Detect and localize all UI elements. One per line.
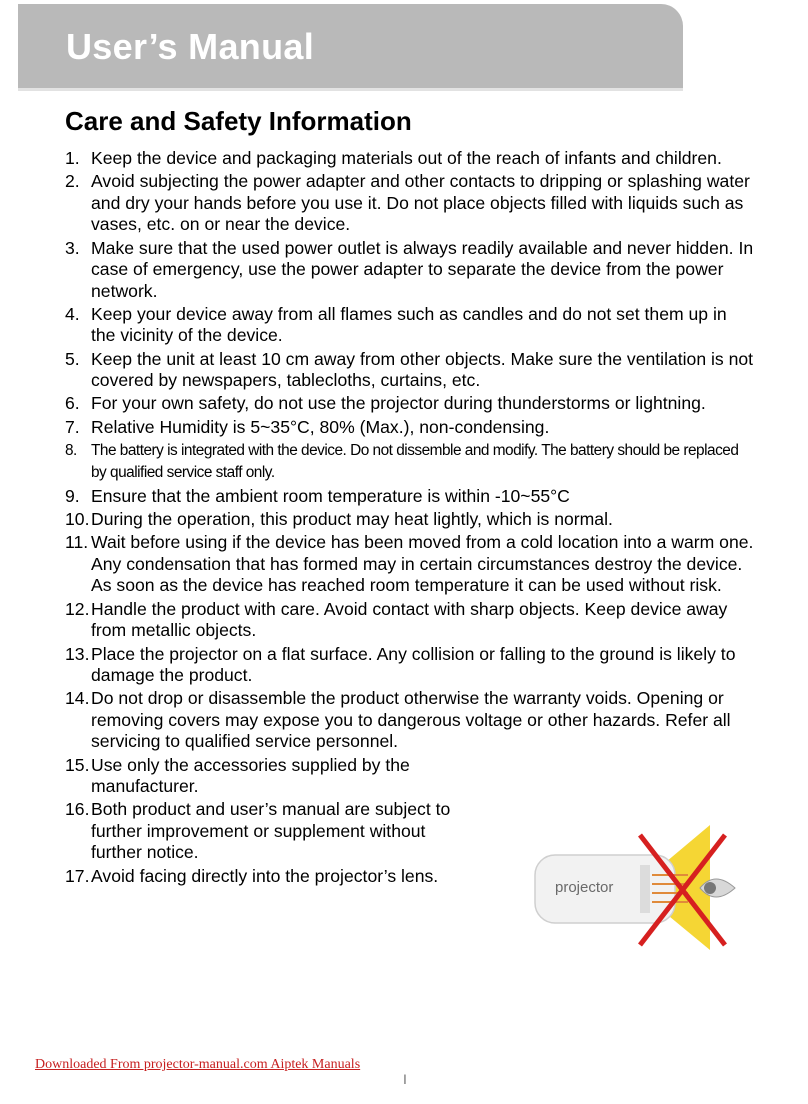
header-bar xyxy=(18,4,683,91)
item-text: Keep your device away from all flames such as candles and do not set them up in the vicinity of the device. xyxy=(91,303,727,346)
list-item xyxy=(65,755,755,798)
item-text: Avoid facing directly into the projector’s lens. xyxy=(91,865,439,886)
item-number: 9. xyxy=(65,485,80,506)
section-title: Care and Safety Information xyxy=(65,106,412,136)
list-item xyxy=(65,417,755,439)
page-number: I xyxy=(403,1071,407,1087)
list-item xyxy=(65,238,755,303)
projector-label: projector xyxy=(555,879,614,896)
list-item xyxy=(65,486,755,508)
care-list xyxy=(65,148,755,889)
list-item xyxy=(65,532,755,597)
eye-pupil xyxy=(704,882,716,894)
item-number: 7. xyxy=(65,416,80,437)
item-number: 11. xyxy=(65,532,89,553)
item-number: 15. xyxy=(65,754,90,775)
list-item xyxy=(65,440,755,484)
item-text: Use only the accessories supplied by the manufacturer. xyxy=(91,754,410,797)
item-number: 6. xyxy=(65,393,80,414)
item-text: Handle the product with care. Avoid contact with sharp objects. Keep device away from metallic objects. xyxy=(91,598,728,641)
item-number: 17. xyxy=(65,865,90,886)
item-number: 1. xyxy=(65,148,80,168)
list-item xyxy=(65,599,755,642)
list-item xyxy=(65,349,755,392)
item-text: Place the projector on a flat surface. Any collision or falling to the ground is likely to damage the product. xyxy=(91,643,736,686)
list-item xyxy=(65,509,755,531)
item-number: 5. xyxy=(65,348,80,369)
download-source-link[interactable]: Downloaded From projector-manual.com Aiptek Manuals xyxy=(35,1057,361,1072)
item-text: Ensure that the ambient room temperature is within -10~55°C xyxy=(91,485,570,506)
item-number: 16. xyxy=(65,799,90,820)
item-text: During the operation, this product may heat lightly, which is normal. xyxy=(91,509,613,530)
list-item xyxy=(65,644,755,687)
item-number: 3. xyxy=(65,237,80,258)
manual-title: User’s Manual xyxy=(66,26,314,67)
item-number: 13. xyxy=(65,643,90,664)
item-text: Make sure that the used power outlet is always readily available and never hidden. In case of emergency, use the power adapter to separate the device from the power network. xyxy=(91,237,754,301)
item-number: 10. xyxy=(65,509,90,530)
item-number: 14. xyxy=(65,688,90,709)
list-item xyxy=(65,688,755,753)
list-item xyxy=(65,171,755,236)
item-number: 4. xyxy=(65,303,80,324)
item-number: 12. xyxy=(65,598,90,619)
item-text: Avoid subjecting the power adapter and other contacts to dripping or splashing water and dry your hands before you use it. Do not place objects filled with liquids such as vases, etc. on or near the device. xyxy=(91,171,750,235)
item-text: For your own safety, do not use the projector during thunderstorms or lightning. xyxy=(91,393,706,414)
item-text: The battery is integrated with the device. Do not dissemble and modify. The battery should be replaced by qualified service staff only. xyxy=(91,442,739,482)
item-text: Do not drop or disassemble the product otherwise the warranty voids. Opening or removing covers may expose you to dangerous voltage or other hazards. Refer all servicing to qualified service personnel. xyxy=(91,688,731,752)
projector-lens xyxy=(640,865,650,913)
item-text: Keep the unit at least 10 cm away from other objects. Make sure the ventilation is not covered by newspapers, tablecloths, curtains, etc. xyxy=(91,348,754,391)
list-item xyxy=(65,393,755,415)
item-text: Keep the device and packaging materials out of the reach of infants and children. xyxy=(91,148,722,168)
item-text: Both product and user’s manual are subject to further improvement or supplement without further notice. xyxy=(91,799,451,863)
item-number: 2. xyxy=(65,171,80,192)
item-text: Relative Humidity is 5~35°C, 80% (Max.), non-condensing. xyxy=(91,416,550,437)
list-item xyxy=(65,148,755,170)
projector-warning-illustration xyxy=(530,820,745,950)
item-number: 8. xyxy=(65,442,77,460)
item-text: Wait before using if the device has been moved from a cold location into a warm one. Any condensation that has formed may in certain circumstances destroy the device. As soon as the device has reached room temperature it can be used without risk. xyxy=(91,532,754,596)
list-item xyxy=(65,304,755,347)
